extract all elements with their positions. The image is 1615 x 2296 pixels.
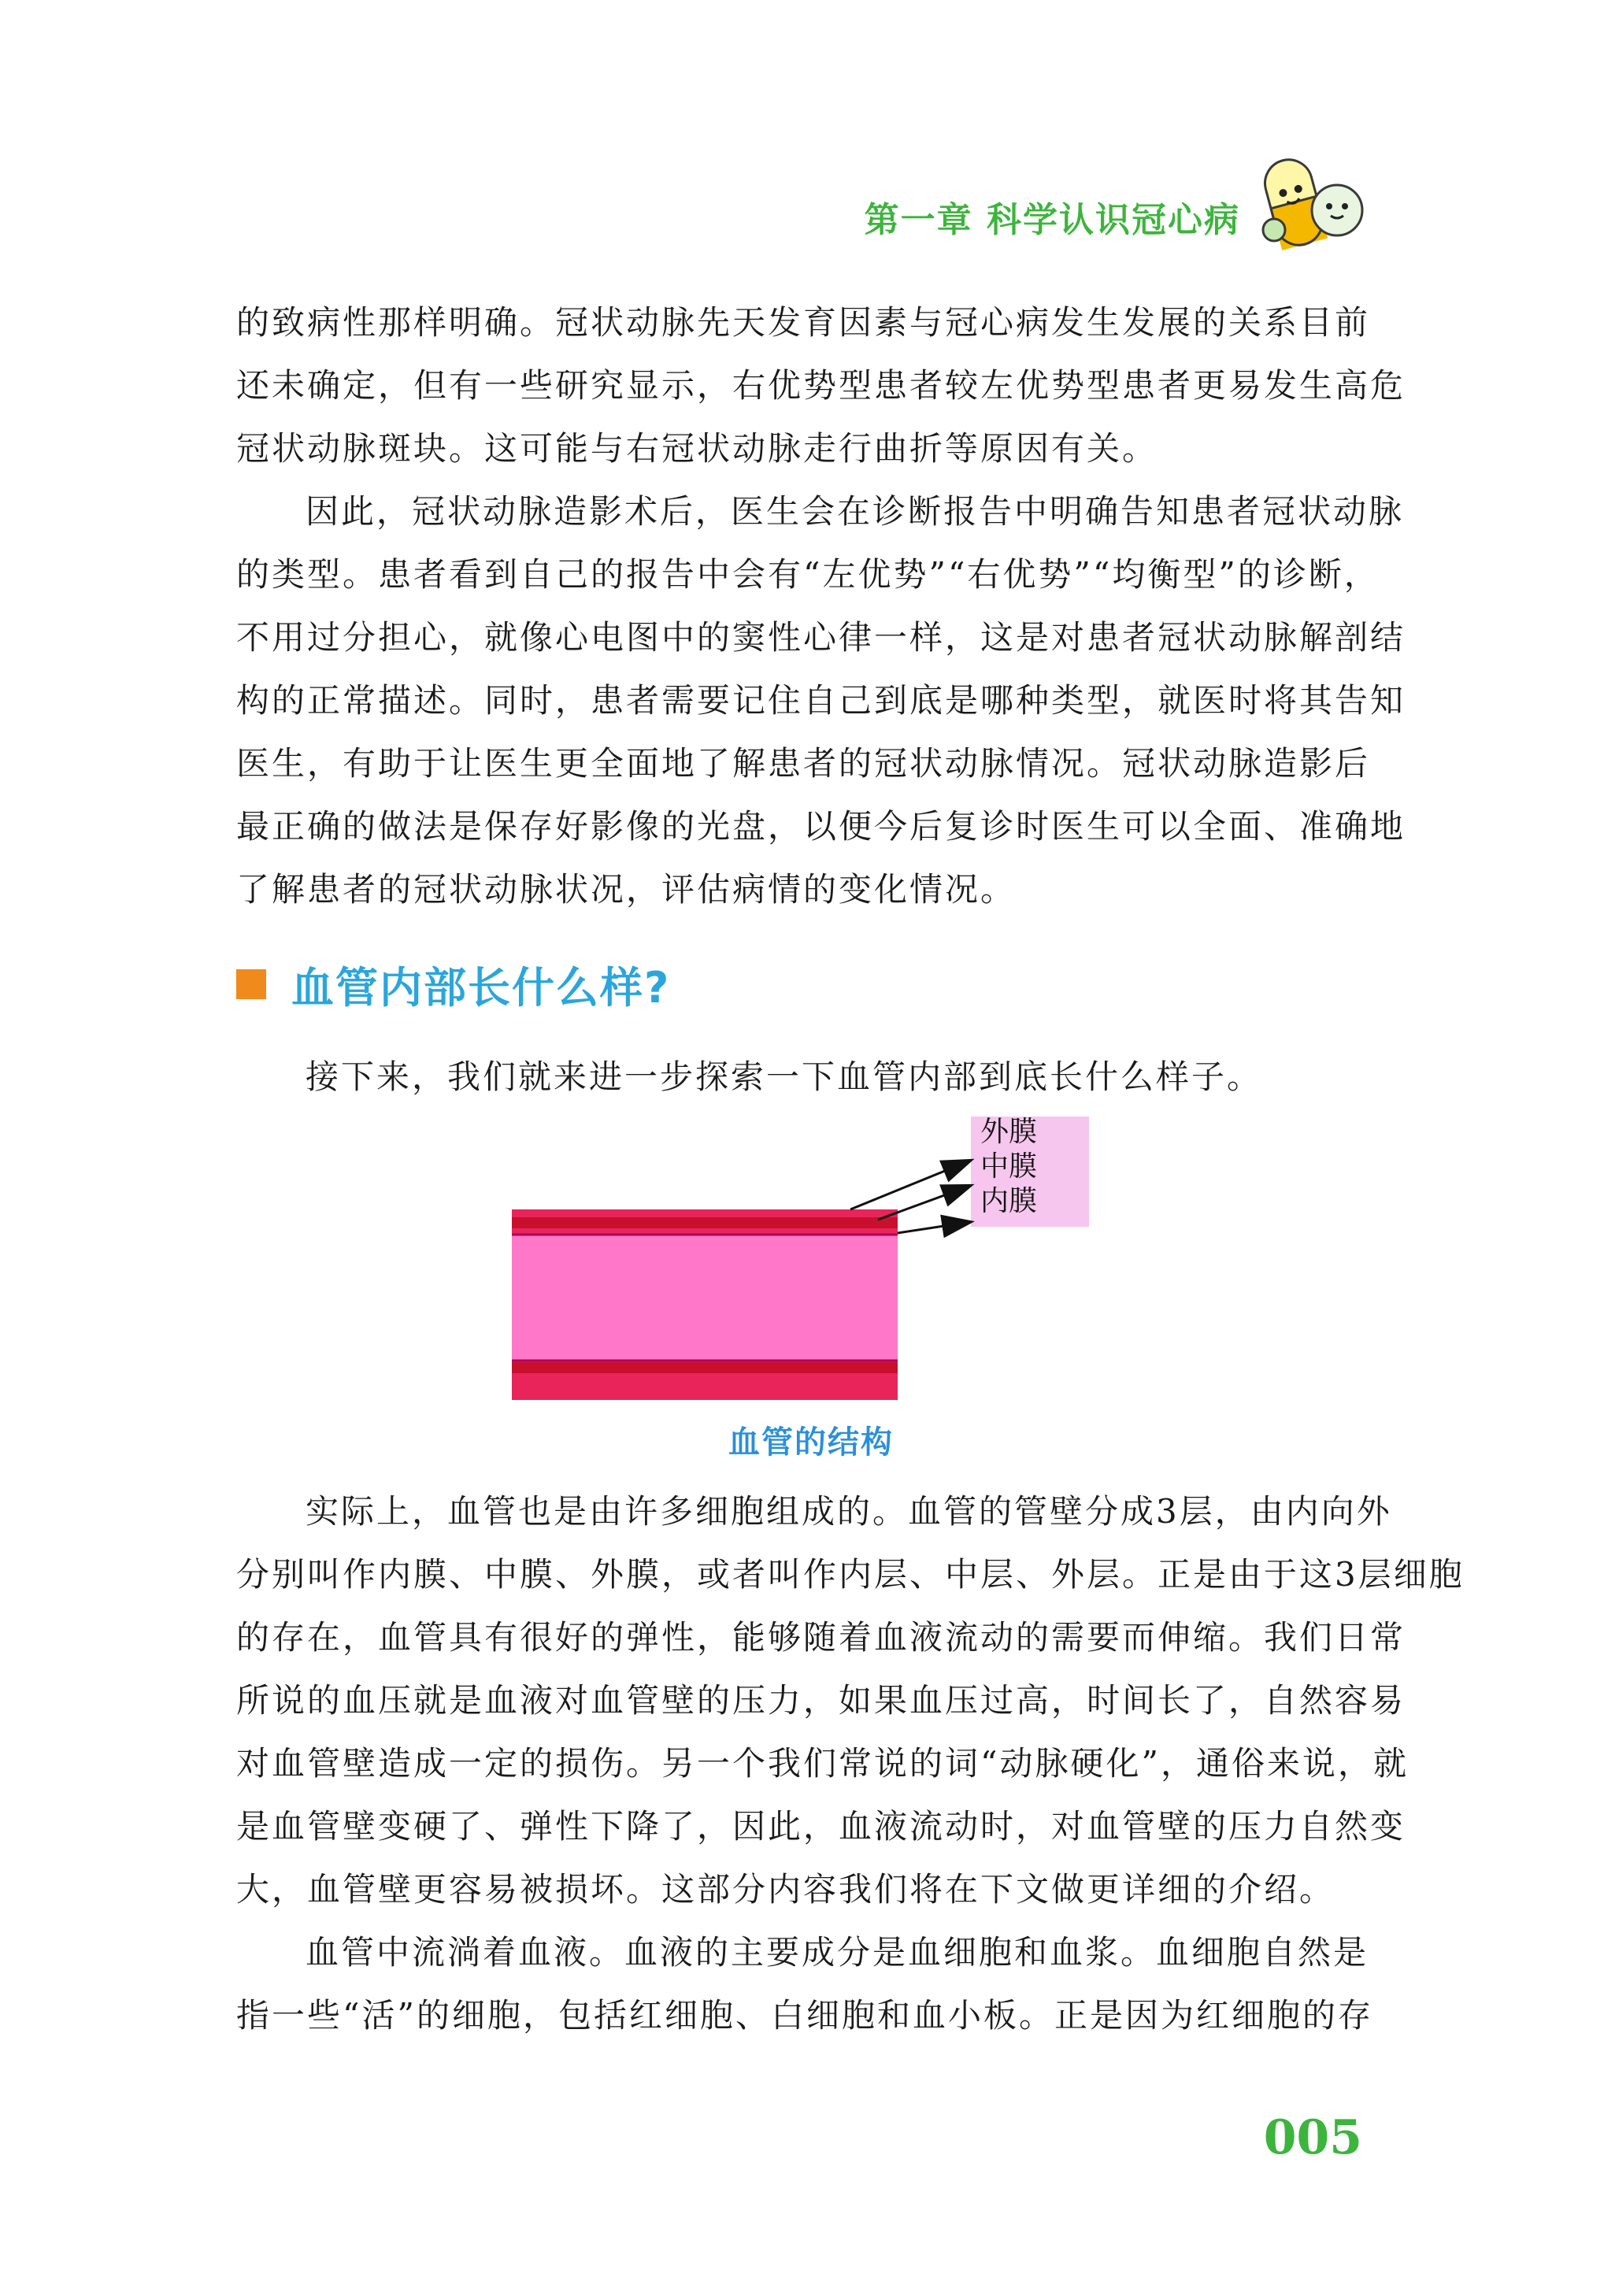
section-title: 血管内部长什么样? [291, 962, 671, 1013]
page-number: 005 [1263, 2110, 1362, 2165]
text-line: 构的正常描述。同时，患者需要记住自己到底是哪种类型，就医时将其告知 [236, 681, 1406, 720]
arrow-inner [898, 1222, 970, 1233]
text-line: 分别叫作内膜、中膜、外膜，或者叫作内层、中层、外层。正是由于这3层细胞 [236, 1555, 1465, 1594]
text-line: 还未确定，但有一些研究显示，右优势型患者较左优势型患者更易发生高危 [236, 366, 1406, 405]
label-middle-layer: 中膜 [980, 1150, 1038, 1183]
text-line: 了解患者的冠状动脉状况，评估病情的变化情况。 [236, 870, 1017, 909]
paragraph-2 [236, 480, 1406, 921]
text-line: 的存在，血管具有很好的弹性，能够随着血液流动的需要而伸缩。我们日常 [236, 1618, 1406, 1657]
vessel-lumen [512, 1235, 898, 1361]
text-line: 指一些“活”的细胞，包括红细胞、白细胞和血小板。正是因为红细胞的存 [236, 1996, 1373, 2035]
figure-caption: 血管的结构 [728, 1424, 894, 1461]
text-line: 接下来，我们就来进一步探索一下血管内部到底长什么样子。 [306, 1057, 1263, 1096]
vessel-middle-layer-bottom [512, 1362, 898, 1373]
text-line: 对血管壁造成一定的损伤。另一个我们常说的词“动脉硬化”，通俗来说，就 [236, 1744, 1409, 1783]
orange-square-bullet-icon [236, 969, 266, 999]
section-heading [236, 953, 670, 1016]
text-line: 冠状动脉斑块。这可能与右冠状动脉走行曲折等原因有关。 [236, 429, 1158, 468]
text-line: 因此，冠状动脉造影术后，医生会在诊断报告中明确告知患者冠状动脉 [306, 492, 1405, 531]
paragraph-5 [236, 1921, 1373, 2047]
text-line: 实际上，血管也是由许多细胞组成的。血管的管壁分成3层，由内向外 [306, 1492, 1392, 1531]
text-line: 的类型。患者看到自己的报告中会有“左优势”“右优势”“均衡型”的诊断， [236, 555, 1380, 594]
text-line: 是血管壁变硬了、弹性下降了，因此，血液流动时，对血管壁的压力自然变 [236, 1807, 1406, 1846]
layer-labels [980, 1115, 1083, 1219]
text-line: 所说的血压就是血液对血管壁的压力，如果血压过高，时间长了，自然容易 [236, 1681, 1406, 1720]
text-line: 大，血管壁更容易被损坏。这部分内容我们将在下文做更详细的介绍。 [236, 1870, 1335, 1909]
paragraph-4 [236, 1480, 1465, 1921]
text-line: 血管中流淌着血液。血液的主要成分是血细胞和血浆。血细胞自然是 [306, 1933, 1369, 1972]
text-line: 最正确的做法是保存好影像的光盘，以便今后复诊时医生可以全面、准确地 [236, 807, 1406, 846]
text-line: 医生，有助于让医生更全面地了解患者的冠状动脉情况。冠状动脉造影后 [236, 744, 1371, 783]
text-line: 不用过分担心，就像心电图中的窦性心律一样，这是对患者冠状动脉解剖结 [236, 618, 1406, 657]
text-line: 的致病性那样明确。冠状动脉先天发育因素与冠心病发生发展的关系目前 [236, 303, 1371, 342]
label-inner-layer: 内膜 [980, 1185, 1038, 1217]
vessel-middle-layer-top [512, 1217, 898, 1228]
paragraph-3 [236, 1046, 1362, 1109]
arrow-middle [878, 1186, 970, 1220]
label-outer-layer: 外膜 [980, 1116, 1038, 1148]
paragraph-1 [236, 291, 1406, 480]
pill-mascot-icon [1250, 151, 1369, 254]
arrow-outer [850, 1161, 970, 1209]
chapter-header: 第一章 科学认识冠心病 [864, 200, 1240, 240]
